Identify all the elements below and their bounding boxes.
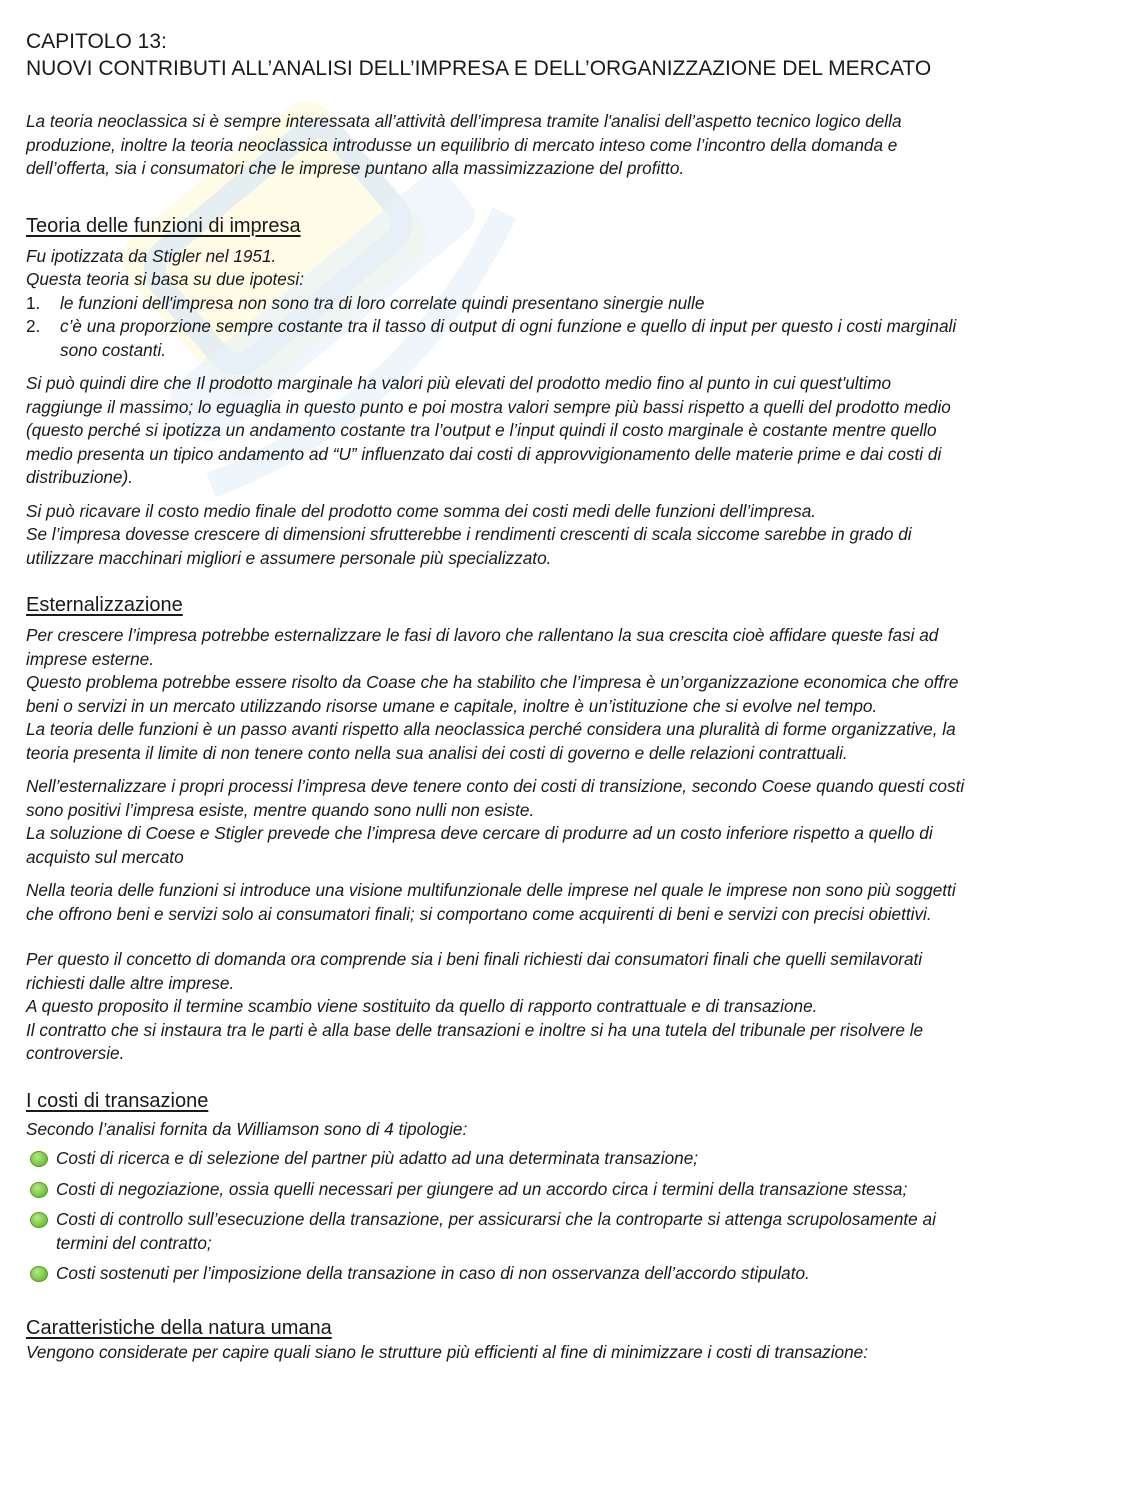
text-line: Costi di ricerca e di selezione del partner più adatto ad una determinata transazione; [56,1148,699,1168]
text-line: sono positivi l’impresa esiste, mentre quando sono nulli non esiste. [26,799,535,820]
chapter-title: NUOVI CONTRIBUTI ALL’ANALISI DELL’IMPRESA E DELL’ORGANIZZAZIONE DEL MERCATO [26,57,932,80]
list-item [26,1262,1126,1286]
text-line: A questo proposito il termine scambio viene sostituito da quello di rapporto contrattuale e di transazione. [26,996,818,1016]
text-line: Nella teoria delle funzioni si introduce una visione multifunzionale delle imprese nel quale le imprese non sono più soggetti [26,880,956,900]
list-item [26,1178,1126,1202]
text-line: termini del contratto; [56,1232,212,1253]
section-title-esternalizzazione: Esternalizzazione [26,594,183,616]
paragraph [26,245,1126,292]
text-line: imprese esterne. [26,648,155,669]
numbered-list [26,292,1126,363]
green-bullet-icon [30,1151,48,1167]
section-title-costi-transazione: I costi di transazione [26,1089,209,1112]
text-line: sono costanti. [60,339,167,360]
text-line: medio presenta un tipico andamento ad “U” influenzato dai costi di approvvigionamento delle materie prime e dai costi di [26,443,942,464]
text-line: dell’offerta, sia i consumatori che le imprese puntano alla massimizzazione del profitto. [26,158,685,178]
list-number: 2. [26,316,41,336]
text-line: Vengono considerate per capire quali siano le strutture più efficienti al fine di minimizzare i costi di transazione: [26,1341,868,1362]
text-line: Questa teoria si basa su due ipotesi: [26,269,305,289]
document-page [26,28,1126,1364]
text-line: La soluzione di Coese e Stigler prevede che l’impresa deve cercare di produrre ad un costo inferiore rispetto a quello di [26,823,933,843]
bullet-list [26,1147,1126,1286]
text-line: (questo perché si ipotizza un andamento costante tra l’output e l’input quindi il costo marginale è costante mentre quello [26,420,937,440]
green-bullet-icon [30,1212,48,1228]
list-item [26,1208,1126,1255]
text-line: Questo problema potrebbe essere risolto da Coase che ha stabilito che l’impresa è un’organizzazione economica che offre [26,672,959,692]
text-line: La teoria delle funzioni è un passo avanti rispetto alla neoclassica perché considera una pluralità di forme organizzative, la [26,719,956,739]
paragraph [26,372,1126,490]
list-item [26,1147,1126,1171]
paragraph [26,500,1126,571]
section-title-funzioni: Teoria delle funzioni di impresa [26,214,301,237]
section-title-natura-umana: Caratteristiche della natura umana [26,1316,332,1339]
text-line: Per crescere l’impresa potrebbe esternalizzare le fasi di lavoro che rallentano la sua crescita cioè affidare queste fasi ad [26,625,939,645]
text-line: controversie. [26,1043,125,1063]
chapter-number: CAPITOLO 13: [26,30,167,53]
paragraph [26,1118,1126,1142]
list-item [26,292,1126,316]
text-line: La teoria neoclassica si è sempre interessata all’attività dell’impresa tramite l'analisi dell’aspetto tecnico logico della [26,111,902,131]
text-line: beni o servizi in un mercato utilizzando risorse umane e capitale, inoltre è un’istituzione che si evolve nel tempo. [26,695,878,716]
paragraph [26,775,1126,869]
text-line: richiesti dalle altre imprese. [26,972,235,993]
paragraph [26,1341,1126,1365]
text-line: Costi di controllo sull’esecuzione della transazione, per assicurarsi che la controparte si attenga scrupolosamente ai [56,1209,936,1229]
text-line: utilizzare macchinari migliori e assumere personale più specializzato. [26,547,552,568]
text-line: produzione, inoltre la teoria neoclassica introdusse un equilibrio di mercato inteso come l’incontro della domanda e [26,134,898,155]
text-line: Nell’esternalizzare i propri processi l’impresa deve tenere conto dei costi di transizione, secondo Coese quando questi costi [26,776,965,796]
text-line: teoria presenta il limite di non tenere conto nella sua analisi dei costi di governo e delle relazioni contrattuali. [26,742,848,763]
intro-paragraph [26,110,1126,181]
text-line: Il contratto che si instaura tra le parti è alla base delle transazioni e inoltre si ha una tutela del tribunale per risolvere le [26,1019,924,1040]
text-line: Costi di negoziazione, ossia quelli necessari per giungere ad un accordo circa i termini della transazione stessa; [56,1178,908,1199]
text-line: Si può quindi dire che Il prodotto marginale ha valori più elevati del prodotto medio fino al punto in cui quest'ultimo [26,373,892,393]
text-line: Se l’impresa dovesse crescere di dimensioni sfrutterebbe i rendimenti crescenti di scala siccome sarebbe in grado di [26,524,912,544]
text-line: le funzioni dell'impresa non sono tra di loro correlate quindi presentano sinergie nulle [60,292,705,313]
text-line: Secondo l’analisi fornita da Williamson sono di 4 tipologie: [26,1118,468,1139]
paragraph [26,948,1126,1066]
text-line: acquisto sul mercato [26,846,184,867]
text-line: Per questo il concetto di domanda ora comprende sia i beni finali richiesti dai consumatori finali che quelli semilavorati [26,949,923,969]
text-line: Si può ricavare il costo medio finale del prodotto come somma dei costi medi delle funzioni dell’impresa. [26,500,817,521]
text-line: Fu ipotizzata da Stigler nel 1951. [26,245,277,266]
green-bullet-icon [30,1266,48,1282]
list-number: 1. [26,292,41,313]
text-line: distribuzione). [26,467,133,487]
paragraph [26,879,1126,926]
text-line: c’è una proporzione sempre costante tra il tasso di output di ogni funzione e quello di input per questo i costi marginali [60,316,957,336]
green-bullet-icon [30,1182,48,1198]
text-line: raggiunge il massimo; lo eguaglia in questo punto e poi mostra valori sempre più bassi rispetto a quelli del prodotto medio [26,396,951,417]
text-line: che offrono beni e servizi solo ai consumatori finali; si comportano come acquirenti di beni e servizi con precisi obiettivi. [26,903,932,924]
text-line: Costi sostenuti per l’imposizione della transazione in caso di non osservanza dell’accordo stipulato. [56,1263,810,1283]
list-item [26,315,1126,362]
paragraph [26,624,1126,765]
